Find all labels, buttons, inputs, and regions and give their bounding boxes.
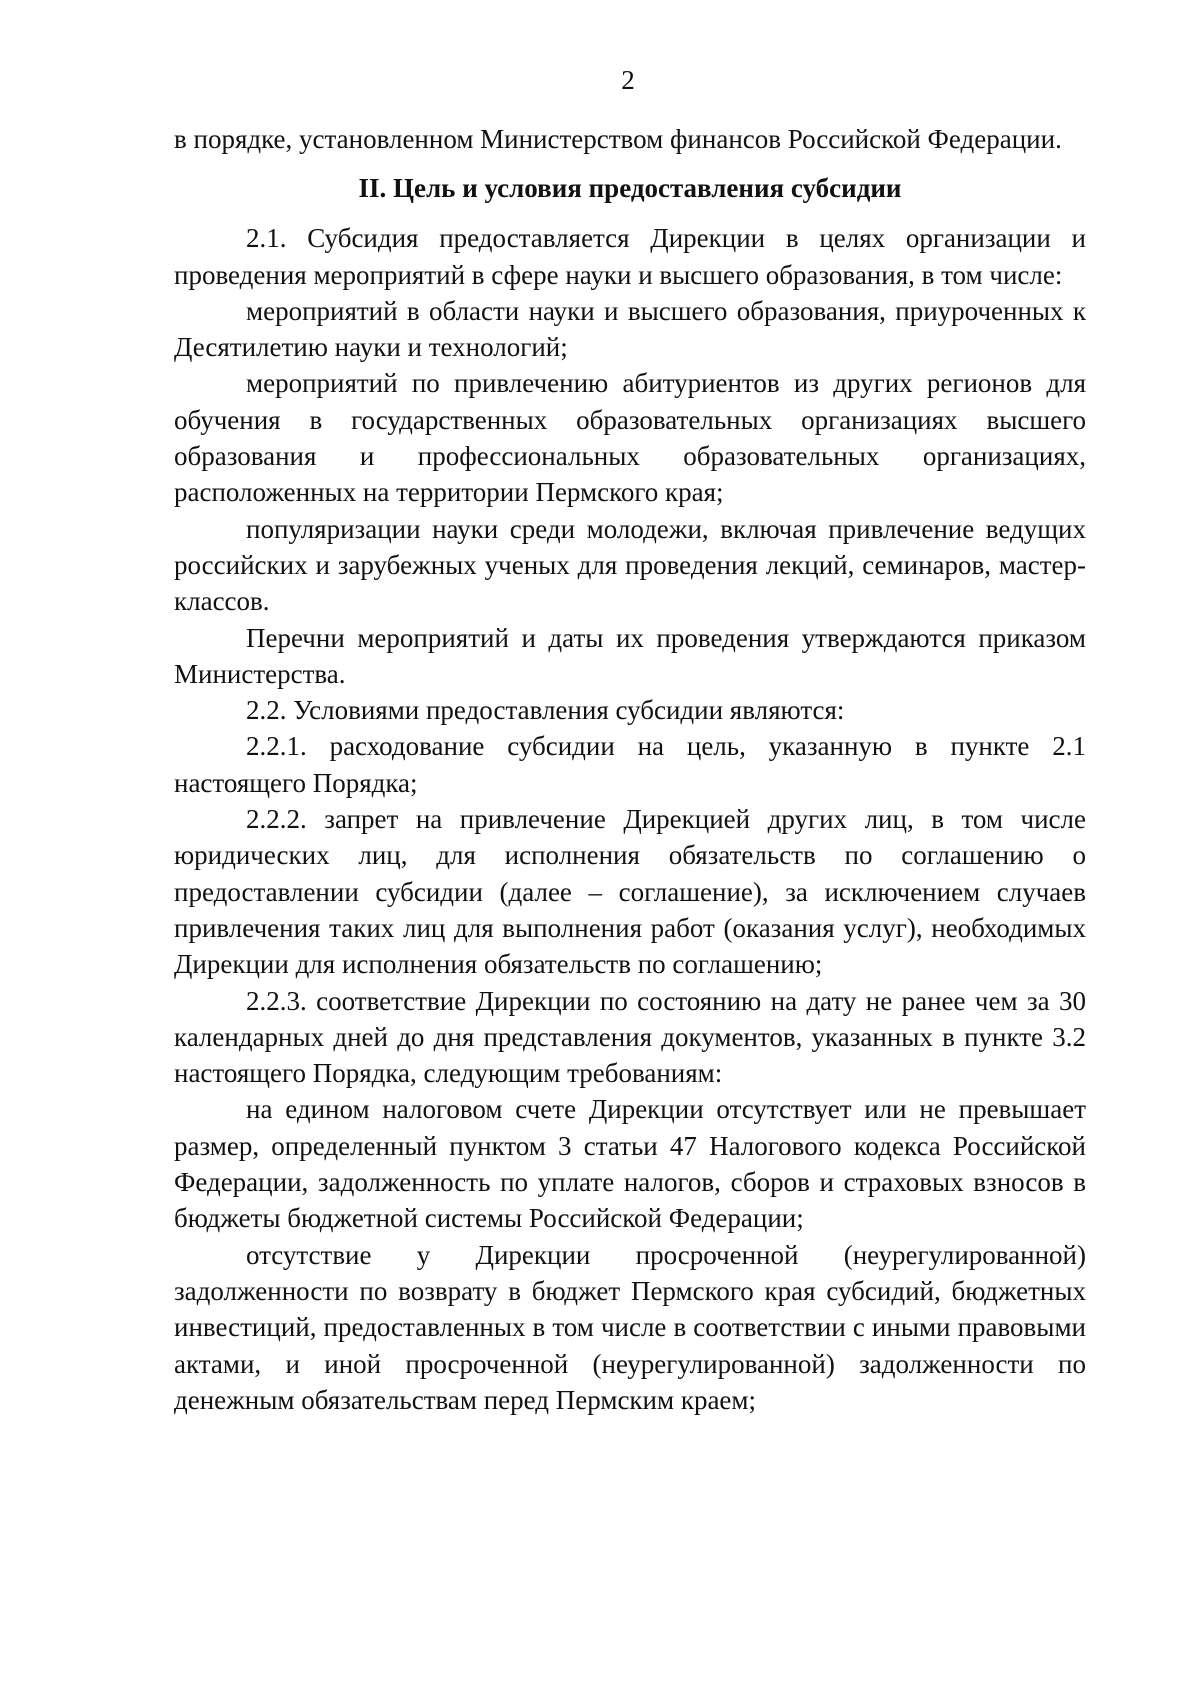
paragraph-2-2-2: 2.2.2. запрет на привлечение Дирекцией других лиц, в том числе юридических лиц, для исполнения обязательств по соглашению о предоставлении субсидии (далее – соглашение), за исключением случаев привлечения таких лиц для выполнения работ (оказания услуг), необходимых Дирекции для исполнения обязательств по соглашению;	[174, 804, 1086, 980]
document-body	[174, 121, 1086, 1418]
paragraph-budget-debt: отсутствие у Дирекции просроченной (неурегулированной) задолженности по возврату в бюджет Пермского края субсидий, бюджетных инвестиций, предоставленных в том числе в соответствии с иными правовыми актами, и иной просроченной (неурегулированной) задолженности по денежным обязательствам перед Пермским краем;	[174, 1239, 1086, 1415]
section-heading: II. Цель и условия предоставления субсидии	[358, 173, 902, 204]
paragraph-tax-debt: на едином налоговом счете Дирекции отсутствует или не превышает размер, определенный пунктом 3 статьи 47 Налогового кодекса Российской Федерации, задолженность по уплате налогов, сборов и страховых взносов в бюджеты бюджетной системы Российской Федерации;	[174, 1094, 1086, 1234]
paragraph-events-decade: мероприятий в области науки и высшего образования, приуроченных к Десятилетию науки и технологий;	[174, 295, 1086, 363]
paragraph-continuation: в порядке, установленном Министерством финансов Российской Федерации.	[174, 124, 1062, 154]
paragraph-events-popularization: популяризации науки среди молодежи, включая привлечение ведущих российских и зарубежных ученых для проведения лекций, семинаров, мастер-классов.	[174, 513, 1086, 617]
paragraph-2-2-3: 2.2.3. соответствие Дирекции по состоянию на дату не ранее чем за 30 календарных дней до дня представления документов, указанных в пункте 3.2 настоящего Порядка, следующим требованиям:	[174, 985, 1086, 1089]
paragraph-event-lists: Перечни мероприятий и даты их проведения утверждаются приказом Министерства.	[174, 622, 1086, 689]
page-number: 2	[621, 65, 635, 95]
paragraph-2-2: 2.2. Условиями предоставления субсидии являются:	[246, 695, 845, 726]
paragraph-2-1: 2.1. Субсидия предоставляется Дирекции в целях организации и проведения мероприятий в сфере науки и высшего образования, в том числе:	[174, 223, 1086, 290]
paragraph-2-2-1: 2.2.1. расходование субсидии на цель, указанную в пункте 2.1 настоящего Порядка;	[174, 731, 1086, 798]
paragraph-events-applicants: мероприятий по привлечению абитуриентов из других регионов для обучения в государственных образовательных организациях высшего образования и профессиональных образовательных организациях, расположенных на территории Пермского края;	[174, 368, 1086, 508]
